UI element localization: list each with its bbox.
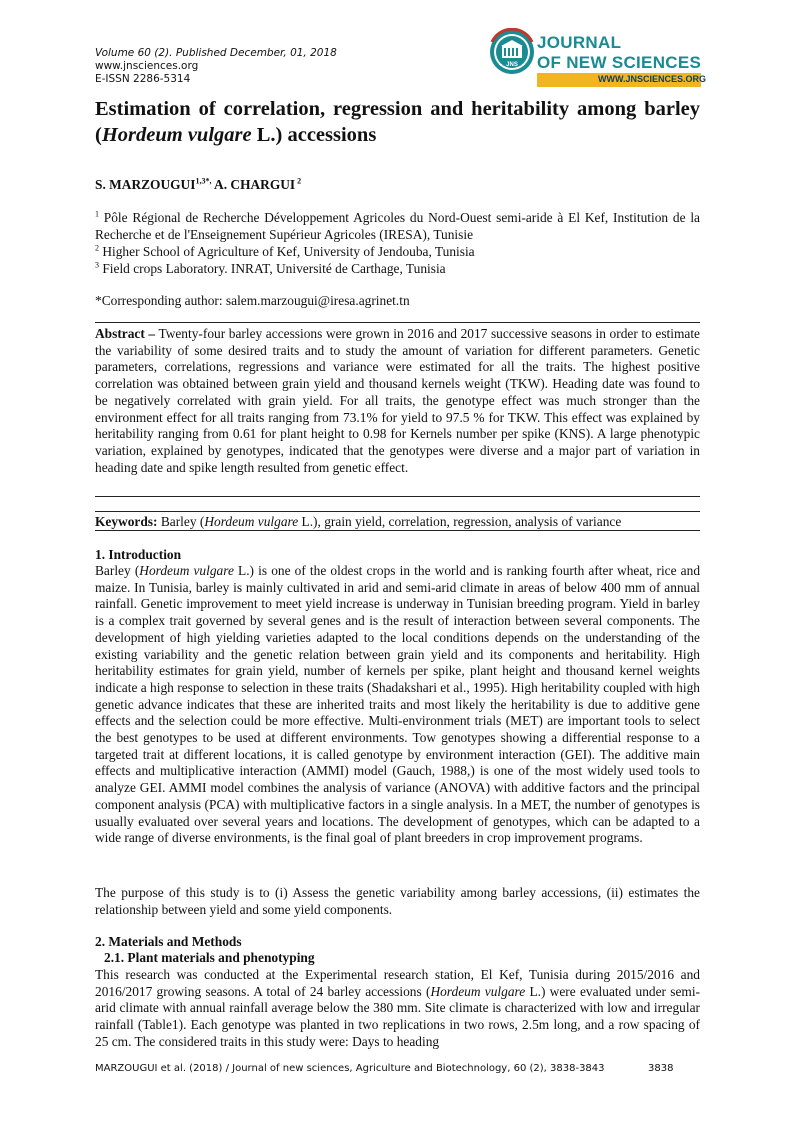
journal-issn: E-ISSN 2286-5314 bbox=[95, 73, 191, 85]
logo-url[interactable]: WWW.JNSCIENCES.ORG bbox=[598, 74, 707, 84]
journal-seal-text: JNS bbox=[506, 62, 518, 68]
intro-paragraph-1: Barley (Hordeum vulgare L.) is one of the oldest crops in the world and is ranking fourth after wheat, rice and maize. In Tunisia, barley is mainly cultivated in arid and semi-arid climate in areas of below 400 mm of annual rainfall. Genetic improvement to meet yield increase is underway in Tunisian breeding program. Yield in barley is a complex trait governed by several genes and is the result of interaction between several components. The development of high yielding varieties adapted to the local conditions depends on the understanding of the existing variability and the genetic relation between grain yield and its components and heritability. High heritability estimates for grain yield, number of kernels per spike, plant height and thousand kernel weights indicate a high response to selection in these traits (Shadakshari et al., 1995). High heritability coupled with high genetic advance indicates that these are inherited traits and most likely the heritability is due to additive gene effects and the selection could be more effective. Multi-environment trials (MET) are important tools to select the best genotypes to be used at different environments. Tow genotypes showing a differential response to a targeted trait at different locations, it is called genotype by environment interaction (GEI). The additive main effects and multiplicative interaction (AMMI) model (Gauch, 1988,) is one of the most widely used tools to analyze GEI. AMMI model combines the analysis of variance (ANOVA) with additive factors and the principal component analysis (PCA) with multiplicative factors in a single analysis. In a MET, the number of genotypes is usually evaluated over several years and locations. The development of genotypes, which can be adapted to a wide range of diverse environments, is the final goal of plant breeders in crop improvement programs. bbox=[95, 563, 701, 846]
abstract-bottom-rule bbox=[95, 496, 700, 497]
footer-citation: MARZOUGUI et al. (2018) / Journal of new sciences, Agriculture and Biotechnology, 60 (2), 3838-3843 bbox=[95, 1063, 605, 1074]
author-list: S. $MARZOUGUI^{1,3*,}$ A. CHARGUI $^2$ bbox=[95, 176, 302, 192]
section-heading-methods: 2. Materials and Methods bbox=[95, 934, 242, 949]
paper-title: Estimation of correlation, regression and heritability among barley (Hordeum vulgare L.) accessions bbox=[95, 98, 700, 146]
logo-new-sciences: OF NEW SCIENCES bbox=[537, 53, 702, 72]
keywords-bottom-rule bbox=[95, 530, 700, 531]
abstract-top-rule bbox=[95, 322, 700, 323]
affiliation-2: $^2$ Higher School of Agriculture of Kef, University of Jendouba, Tunisia bbox=[95, 243, 475, 259]
intro-paragraph-2: The purpose of this study is to (i) Assess the genetic variability among barley accessions, (ii) estimates the relationship between yield and some yield components. bbox=[95, 885, 700, 917]
subsection-heading-plant-materials: 2.1. Plant materials and phenotyping bbox=[104, 950, 315, 965]
journal-seal-icon bbox=[488, 28, 536, 76]
journal-website[interactable]: www.jnsciences.org bbox=[95, 60, 199, 72]
affiliation-3: $^3$ Field crops Laboratory. INRAT, Université de Carthage, Tunisia bbox=[95, 260, 446, 276]
page-number: 3838 bbox=[648, 1063, 674, 1074]
logo-journal-word: JOURNAL bbox=[537, 33, 622, 52]
keywords-top-rule bbox=[95, 511, 700, 512]
corresponding-author: *Corresponding author: salem.marzougui@iresa.agrinet.tn bbox=[95, 293, 410, 308]
methods-paragraph-1: This research was conducted at the Experimental research station, El Kef, Tunisia during 2015/2016 and 2016/2017 growing seasons. A total of 24 barley accessions (Hordeum vulgare L.) were evaluated under semi-arid climate with annual rainfall average below the 380 mm. Site climate is characterized with low and irregular rainfall (Table1). Each genotype was planted in two replications in two rows, 2.5m long, and a row spacing of 25 cm. The considered traits in this study were: Days to heading bbox=[95, 967, 700, 1049]
affiliation-1: $^1$ Pôle Régional de Recherche Développement Agricoles du Nord-Ouest semi-aride à El Kef, Institution de la Recherche et de l'Enseignement Supérieur Agricoles (IRESA), Tunisie bbox=[95, 209, 700, 242]
section-heading-introduction: 1. Introduction bbox=[95, 547, 182, 562]
keywords: Keywords: Barley (Hordeum vulgare L.), grain yield, correlation, regression, analysis of variance bbox=[95, 514, 622, 529]
abstract: Abstract – Twenty-four barley accessions were grown in 2016 and 2017 successive seasons in order to estimate the variability of some desired traits and to study the amount of variation for different parameters. Genetic parameters, correlations, regressions and variance were estimated for all the traits. The highest positive correlation was obtained between grain yield and thousand kernels weight (TKW). Heading date was found to be negatively correlated with grain yield. For all traits, the genotype effect was much stronger than the environment effect for all traits ranging from 73.1% for yield to 97.5 % for TKW. This effect was explained by heritability ranging from 0.61 for plant height to 0.98 for Kernels number per spike (KNS). A large phenotypic variation, explained by genotypes, indicated that the genotypes were diverse and a major part of variation in heading date and spike length resulted from genetic effect. bbox=[95, 326, 700, 475]
journal-volume: Volume 60 (2). Published December, 01, 2018 bbox=[95, 47, 337, 59]
